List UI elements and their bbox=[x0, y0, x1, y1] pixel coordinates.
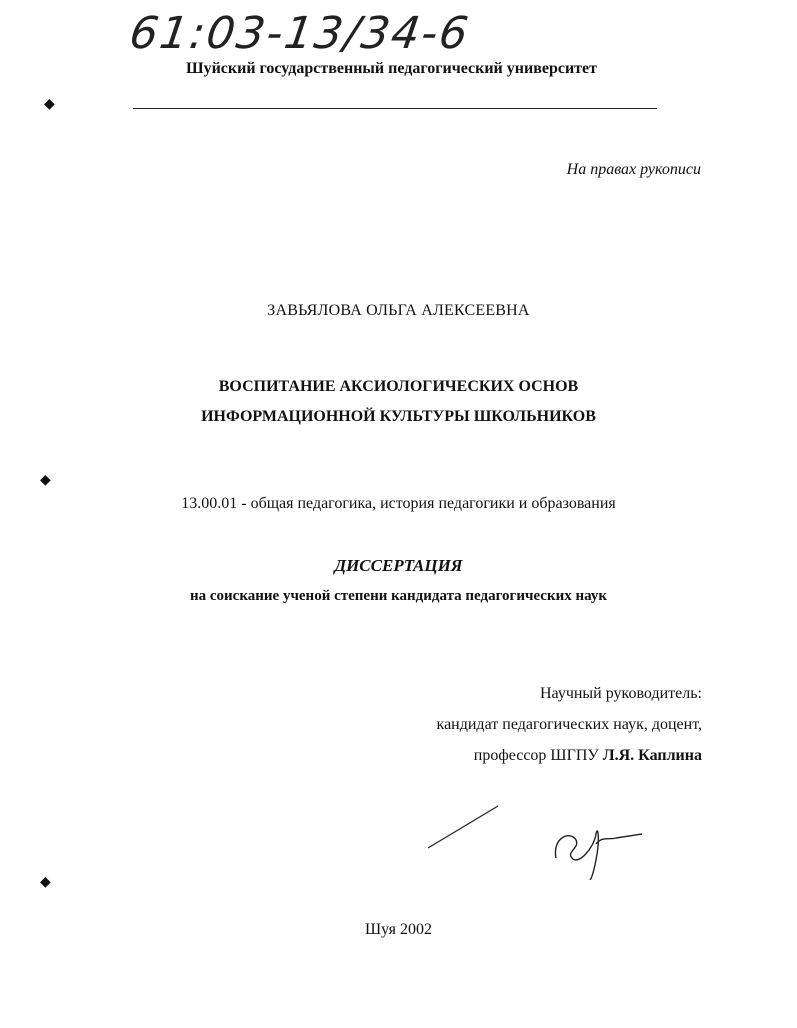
supervisor-rank: кандидат педагогических наук, доцент, bbox=[436, 716, 702, 733]
supervisor-position-line bbox=[437, 740, 702, 771]
author-name: ЗАВЬЯЛОВА ОЛЬГА АЛЕКСЕЕВНА bbox=[267, 302, 530, 319]
title-line-1: ВОСПИТАНИЕ АКСИОЛОГИЧЕСКИХ ОСНОВ bbox=[218, 378, 579, 395]
document-type: ДИССЕРТАЦИЯ bbox=[334, 556, 463, 575]
supervisor-block bbox=[437, 678, 702, 771]
header-divider bbox=[133, 108, 657, 109]
signature-icon bbox=[420, 800, 660, 880]
binding-hole-mark-icon: ◆ bbox=[40, 473, 51, 488]
binding-hole-mark-icon: ◆ bbox=[44, 97, 55, 112]
university-name: Шуйский государственный педагогический университет bbox=[186, 60, 597, 77]
binding-hole-mark-icon: ◆ bbox=[40, 875, 51, 890]
supervisor-name: Л.Я. Каплина bbox=[602, 747, 702, 764]
manuscript-note: На правах рукописи bbox=[566, 161, 701, 178]
degree-statement: на соискание ученой степени кандидата педагогических наук bbox=[189, 588, 608, 604]
city-year: Шуя 2002 bbox=[364, 921, 433, 938]
handwritten-catalog-code: 61:03-13/34-6 bbox=[126, 8, 473, 59]
specialty-code: 13.00.01 - общая педагогика, история педагогики и образования bbox=[181, 495, 616, 512]
dissertation-title bbox=[0, 372, 797, 432]
title-line-2: ИНФОРМАЦИОННОЙ КУЛЬТУРЫ ШКОЛЬНИКОВ bbox=[201, 408, 596, 425]
supervisor-position: профессор ШГПУ bbox=[473, 747, 599, 764]
supervisor-label: Научный руководитель: bbox=[539, 685, 702, 702]
